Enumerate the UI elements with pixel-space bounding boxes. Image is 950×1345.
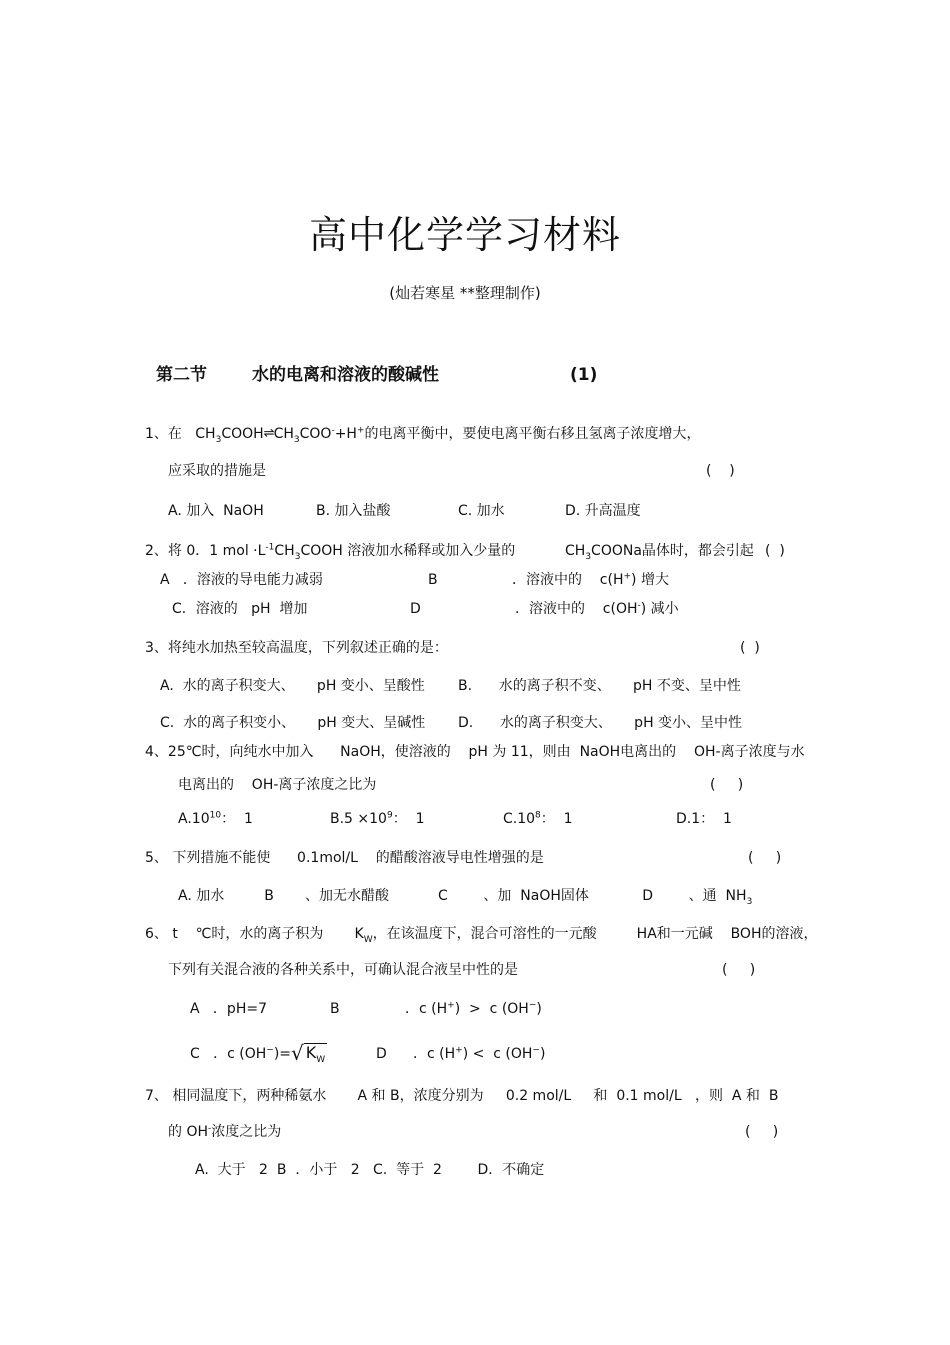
question-7-line2: 的 OH-浓度之比为: [168, 1123, 282, 1140]
kw-radicand: $K_W$: [305, 1043, 326, 1066]
question-6-option-c[interactable]: C ．c (OH−)=√ $K_W$: [190, 1041, 326, 1066]
question-1-option-a[interactable]: A. 加入 NaOH: [168, 503, 264, 519]
question-6-line2: 下列有关混合液的各种关系中，可确认混合液呈中性的是: [168, 962, 518, 978]
question-2-option-b-label: B: [428, 572, 438, 588]
question-1-answer-bracket[interactable]: ( ): [706, 463, 735, 479]
question-5-answer-bracket[interactable]: ( ): [748, 850, 782, 866]
question-2-salt: $CH_3COONa$晶体时，都会引起: [565, 543, 754, 562]
document-subtitle: (灿若寒星 **整理制作): [389, 284, 541, 302]
square-root-icon: √: [291, 1041, 304, 1065]
question-6-answer-bracket[interactable]: ( ): [722, 962, 756, 978]
section-part: (1): [570, 365, 598, 385]
question-5-options[interactable]: A. 加水 B 、加无水醋酸 C 、加 NaOH固体 D 、通 $NH_3$: [178, 888, 753, 907]
question-3-stem: 3、将纯水加热至较高温度，下列叙述正确的是：: [145, 640, 448, 656]
question-3-option-a[interactable]: A. 水的离子积变大、 pH 变小、呈酸性: [160, 678, 425, 694]
question-2-option-d-label: D: [410, 601, 421, 617]
question-3-answer-bracket[interactable]: ( ): [740, 640, 760, 656]
question-2-option-b[interactable]: ．溶液中的 c(H+) 增大: [512, 571, 669, 588]
question-2-option-d[interactable]: ．溶液中的 c(OH-) 减小: [515, 600, 679, 617]
question-2-option-c[interactable]: C．溶液的 pH 增加: [172, 601, 308, 617]
question-1-line2: 应采取的措施是: [168, 463, 266, 479]
question-3-option-d[interactable]: D. 水的离子积变大、 pH 变小、呈中性: [458, 715, 743, 731]
question-2-answer-bracket[interactable]: ( ): [765, 543, 785, 559]
question-6-option-a[interactable]: A ．pH=7: [190, 1001, 267, 1017]
question-6-stem: 6、 t ℃时，水的离子积为 $K_W$，在该温度下，混合可溶性的一元酸 HA和一元碱 BOH的溶液，: [145, 926, 818, 945]
section-heading: 水的电离和溶液的酸碱性: [252, 365, 439, 385]
question-6-option-b-label: B: [330, 1001, 340, 1017]
question-7-stem: 7、 相同温度下，两种稀氨水 A 和 B，浓度分别为 0.2 mol/L 和 0.1 mol/L ，则 A 和 B: [145, 1088, 779, 1104]
question-4-line2: 电离出的 OH-离子浓度之比为: [178, 777, 377, 793]
question-7-options[interactable]: A. 大于 2 B ．小于 2 C. 等于 2 D．不确定: [195, 1162, 545, 1178]
question-4-option-b[interactable]: $B.5 \times 10^9$： 1: [330, 810, 425, 827]
question-6-option-d-label: D: [376, 1046, 387, 1062]
question-1-stem: 1、在 $CH_3COOH\rightleftharpoons CH_3COO^-+H^+$的电离平衡中，要使电离平衡右移且氢离子浓度增大，: [145, 425, 701, 445]
question-4-option-d[interactable]: D.1： 1: [676, 811, 732, 827]
question-3-option-c[interactable]: C. 水的离子积变小、 pH 变大、呈碱性: [160, 715, 426, 731]
question-5-stem: 5、 下列措施不能使 0.1mol/L 的醋酸溶液导电性增强的是: [145, 850, 544, 866]
question-4-stem: 4、25℃时，向纯水中加入 NaOH，使溶液的 pH 为 11，则由 NaOH电离出的 OH-离子浓度与水: [145, 744, 805, 760]
question-4-answer-bracket[interactable]: ( ): [710, 777, 744, 793]
question-6-option-b[interactable]: ．c (H+) > c (OH−): [405, 1000, 542, 1017]
document-title: 高中化学学习材料: [308, 213, 621, 257]
section-label: 第二节: [156, 365, 207, 385]
question-1-option-c[interactable]: C. 加水: [458, 503, 505, 519]
question-1-option-d[interactable]: D. 升高温度: [565, 503, 641, 519]
question-4-option-c[interactable]: $C.10^8$： 1: [503, 810, 573, 827]
question-3-option-b[interactable]: B. 水的离子积不变、 pH 不变、呈中性: [458, 678, 741, 694]
question-4-option-a[interactable]: $A.10^{10}$： 1: [178, 810, 253, 827]
question-7-answer-bracket[interactable]: ( ): [745, 1124, 779, 1140]
question-6-option-d[interactable]: ．c (H+) < c (OH−): [413, 1045, 546, 1062]
question-1-option-b[interactable]: B. 加入盐酸: [316, 503, 391, 519]
question-2-option-a[interactable]: A ．溶液的导电能力减弱: [160, 572, 323, 588]
equilibrium-arrow-icon: ⇌: [263, 426, 274, 441]
question-2-stem: 2、将 0．1 mol $\cdot L^{-1}CH_3COOH$ 溶液加水稀释或加入少量的: [145, 542, 516, 562]
